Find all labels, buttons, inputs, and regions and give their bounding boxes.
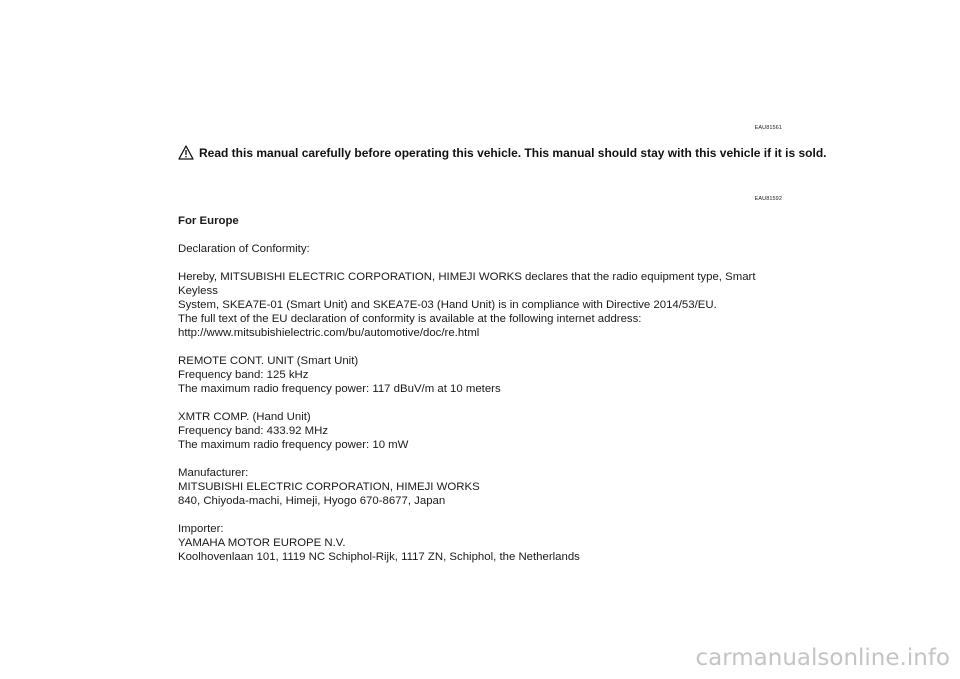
document-code: EAU81561 (754, 125, 782, 131)
manufacturer-name: MITSUBISHI ELECTRIC CORPORATION, HIMEJI WORKS (178, 481, 480, 493)
declaration-title: Declaration of Conformity: (178, 243, 310, 255)
warning-notice (178, 145, 826, 160)
smart-unit-frequency: Frequency band: 125 kHz (178, 369, 309, 381)
section-heading: For Europe (178, 215, 239, 227)
declaration-url: http://www.mitsubishielectric.com/bu/automotive/doc/re.html (178, 327, 480, 339)
importer-label: Importer: (178, 523, 224, 535)
manufacturer-label: Manufacturer: (178, 467, 249, 479)
warning-text: Read this manual carefully before operating this vehicle. This manual should stay with this vehicle if it is sold. (199, 145, 827, 160)
hand-unit-name: XMTR COMP. (Hand Unit) (178, 411, 311, 423)
importer-name: YAMAHA MOTOR EUROPE N.V. (178, 537, 346, 549)
hand-unit-frequency: Frequency band: 433.92 MHz (178, 425, 329, 437)
watermark-logo: carmanualsonline.info (695, 645, 950, 671)
document-code: EAU81592 (754, 196, 782, 202)
smart-unit-name: REMOTE CONT. UNIT (Smart Unit) (178, 355, 359, 367)
declaration-line: System, SKEA7E-01 (Smart Unit) and SKEA7E-03 (Hand Unit) is in compliance with Directive 2014/53/EU. (178, 299, 717, 311)
declaration-line: Hereby, MITSUBISHI ELECTRIC CORPORATION, HIMEJI WORKS declares that the radio equipment type, Smart Keyless (178, 271, 756, 297)
warning-triangle-icon (178, 145, 194, 160)
europe-section (178, 214, 788, 564)
manufacturer-address: 840, Chiyoda-machi, Himeji, Hyogo 670-8677, Japan (178, 495, 446, 507)
importer-address: Koolhovenlaan 101, 1119 NC Schiphol-Rijk, 1117 ZN, Schiphol, the Netherlands (178, 551, 580, 563)
declaration-line: The full text of the EU declaration of conformity is available at the following internet address: (178, 313, 642, 325)
smart-unit-power: The maximum radio frequency power: 117 dBuV/m at 10 meters (178, 383, 501, 395)
hand-unit-power: The maximum radio frequency power: 10 mW (178, 439, 409, 451)
